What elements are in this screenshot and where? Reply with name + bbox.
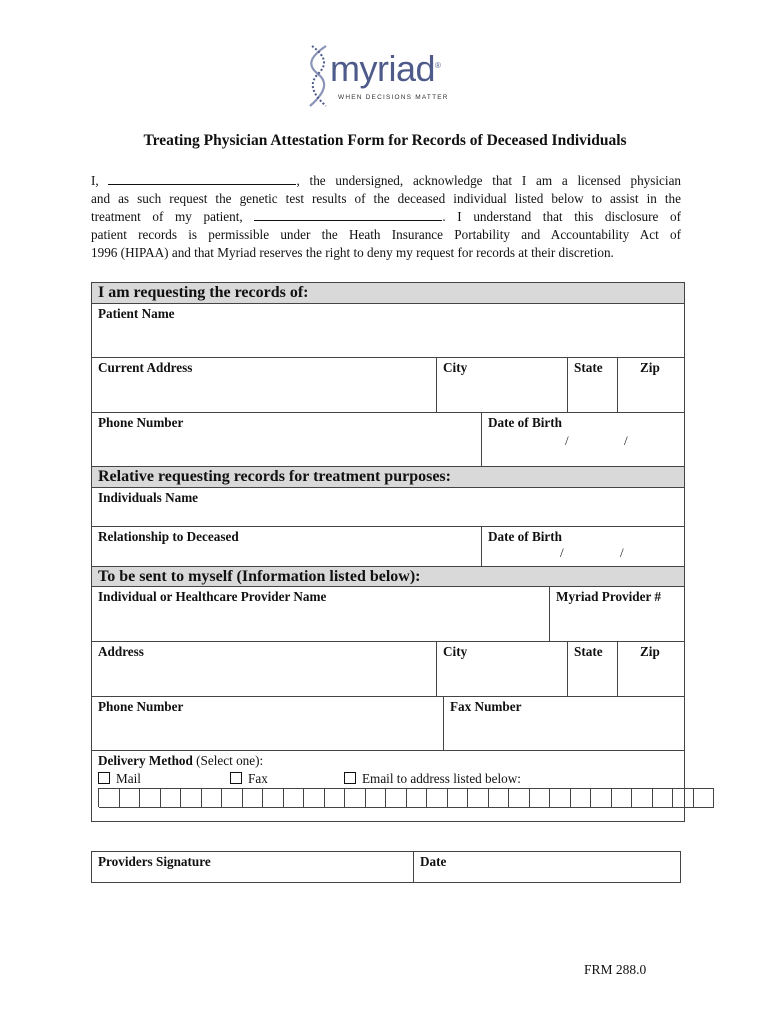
intro-line-5: 1996 (HIPAA) and that Myriad reserves the right to deny my request for records at their discretion. <box>91 245 614 260</box>
email-char-box[interactable] <box>509 788 530 808</box>
email-char-box[interactable] <box>325 788 346 808</box>
intro-line-2: and as such request the genetic test results of the deceased individual listed below to assist in the <box>91 191 681 206</box>
section-header-relative: Relative requesting records for treatment purposes: <box>92 467 684 488</box>
address-field[interactable]: Address <box>92 642 437 697</box>
attestation-paragraph <box>91 172 681 262</box>
send-city-field[interactable]: City <box>437 642 568 697</box>
email-char-box[interactable] <box>181 788 202 808</box>
section-header-send-to: To be sent to myself (Information listed below): <box>92 567 684 587</box>
delivery-option-fax[interactable]: Fax <box>230 771 268 787</box>
form-number: FRM 288.0 <box>584 962 647 977</box>
myriad-logo <box>300 42 470 110</box>
email-char-box[interactable] <box>99 788 120 808</box>
state-field[interactable]: State <box>568 358 618 413</box>
email-char-box[interactable] <box>304 788 325 808</box>
email-char-box[interactable] <box>386 788 407 808</box>
intro-line-1: I, , the undersigned, acknowledge that I am a licensed physician <box>91 173 682 188</box>
email-char-box[interactable] <box>222 788 243 808</box>
email-char-box[interactable] <box>591 788 612 808</box>
logo-wordmark: myriad® <box>330 48 441 89</box>
email-char-box[interactable] <box>140 788 161 808</box>
physician-name-blank[interactable] <box>108 172 296 185</box>
delivery-option-email[interactable]: Email to address listed below: <box>344 771 521 787</box>
email-char-box[interactable] <box>489 788 510 808</box>
fax-number-field[interactable]: Fax Number <box>444 697 684 751</box>
intro-line-3: treatment of my patient, . I understand that this disclosure of <box>91 209 681 224</box>
relative-dob-field[interactable]: Date of Birth / / <box>482 527 684 567</box>
intro-line-4: patient records is permissible under the Heath Insurance Portability and Accountability Act of <box>91 227 681 242</box>
logo-tagline: WHEN DECISIONS MATTER <box>338 94 449 101</box>
signature-row <box>91 851 681 883</box>
email-char-box[interactable] <box>243 788 264 808</box>
email-char-box[interactable] <box>202 788 223 808</box>
email-char-box[interactable] <box>530 788 551 808</box>
email-character-boxes[interactable] <box>98 788 714 807</box>
patient-name-field[interactable]: Patient Name <box>92 304 684 358</box>
email-char-box[interactable] <box>161 788 182 808</box>
email-checkbox[interactable] <box>344 772 356 784</box>
send-state-field[interactable]: State <box>568 642 618 697</box>
email-char-box[interactable] <box>468 788 489 808</box>
send-zip-field[interactable]: Zip <box>618 642 684 697</box>
send-phone-field[interactable]: Phone Number <box>92 697 444 751</box>
email-char-box[interactable] <box>550 788 571 808</box>
email-char-box[interactable] <box>694 788 715 808</box>
delivery-option-mail[interactable]: Mail <box>98 771 141 787</box>
email-char-box[interactable] <box>571 788 592 808</box>
individuals-name-field[interactable]: Individuals Name <box>92 488 684 527</box>
provider-name-field[interactable]: Individual or Healthcare Provider Name <box>92 587 550 642</box>
signature-date-field[interactable]: Date <box>420 854 447 869</box>
email-char-box[interactable] <box>120 788 141 808</box>
current-address-field[interactable]: Current Address <box>92 358 437 413</box>
fax-checkbox[interactable] <box>230 772 242 784</box>
date-of-birth-field[interactable]: Date of Birth / / <box>482 413 684 467</box>
email-char-box[interactable] <box>407 788 428 808</box>
relationship-field[interactable]: Relationship to Deceased <box>92 527 482 567</box>
section-header-records: I am requesting the records of: <box>92 283 684 304</box>
providers-signature-field[interactable]: Providers Signature <box>92 852 414 882</box>
zip-field[interactable]: Zip <box>618 358 684 413</box>
email-char-box[interactable] <box>366 788 387 808</box>
email-char-box[interactable] <box>632 788 653 808</box>
email-char-box[interactable] <box>653 788 674 808</box>
mail-checkbox[interactable] <box>98 772 110 784</box>
page-title: Treating Physician Attestation Form for Records of Deceased Individuals <box>143 132 627 149</box>
email-char-box[interactable] <box>345 788 366 808</box>
email-char-box[interactable] <box>448 788 469 808</box>
patient-name-blank[interactable] <box>254 208 442 221</box>
records-form <box>91 282 685 822</box>
email-char-box[interactable] <box>612 788 633 808</box>
delivery-method-group: Delivery Method (Select one): Mail Fax Email to address listed below: <box>92 751 684 821</box>
city-field[interactable]: City <box>437 358 568 413</box>
email-char-box[interactable] <box>284 788 305 808</box>
email-char-box[interactable] <box>427 788 448 808</box>
email-char-box[interactable] <box>263 788 284 808</box>
email-char-box[interactable] <box>673 788 694 808</box>
myriad-provider-number-field[interactable]: Myriad Provider # <box>550 587 684 642</box>
phone-number-field[interactable]: Phone Number <box>92 413 482 467</box>
